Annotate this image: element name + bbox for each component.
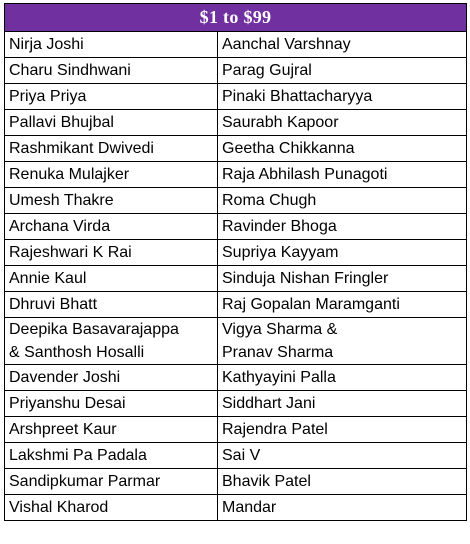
name-cell-right: Siddhart Jani xyxy=(218,391,467,417)
table-row xyxy=(5,365,467,391)
table-row xyxy=(5,391,467,417)
name-cell-left: Priya Priya xyxy=(5,84,218,110)
name-cell-right: Pinaki Bhattacharyya xyxy=(218,84,467,110)
table-row xyxy=(5,58,467,84)
name-cell-left: Pallavi Bhujbal xyxy=(5,110,218,136)
name-cell-right: Parag Gujral xyxy=(218,58,467,84)
name-cell-right xyxy=(218,318,467,365)
header-row xyxy=(5,4,467,32)
name-cell-left: Archana Virda xyxy=(5,214,218,240)
name-cell-left: Nirja Joshi xyxy=(5,32,218,58)
table-row xyxy=(5,240,467,266)
name-cell-left: Rashmikant Dwivedi xyxy=(5,136,218,162)
name-cell-left: Vishal Kharod xyxy=(5,495,218,521)
name-line: Vigya Sharma & xyxy=(222,321,338,338)
name-cell-right: Raj Gopalan Maramganti xyxy=(218,292,467,318)
name-cell-left xyxy=(5,318,218,365)
name-cell-left: Sandipkumar Parmar xyxy=(5,469,218,495)
name-cell-right: Ravinder Bhoga xyxy=(218,214,467,240)
name-line: Deepika Basavarajappa xyxy=(9,321,179,338)
name-cell-left: Renuka Mulajker xyxy=(5,162,218,188)
name-cell-left: Umesh Thakre xyxy=(5,188,218,214)
table-row xyxy=(5,136,467,162)
table-row xyxy=(5,214,467,240)
table-row xyxy=(5,266,467,292)
name-cell-right: Sinduja Nishan Fringler xyxy=(218,266,467,292)
name-cell-right: Sai V xyxy=(218,443,467,469)
name-cell-right: Saurabh Kapoor xyxy=(218,110,467,136)
donor-table xyxy=(4,3,467,521)
name-cell-right: Geetha Chikkanna xyxy=(218,136,467,162)
name-cell-left: Dhruvi Bhatt xyxy=(5,292,218,318)
table-row xyxy=(5,469,467,495)
table-row xyxy=(5,495,467,521)
name-cell-left: Davender Joshi xyxy=(5,365,218,391)
name-cell-left: Charu Sindhwani xyxy=(5,58,218,84)
table-row xyxy=(5,32,467,58)
name-line: & Santhosh Hosalli xyxy=(9,344,145,361)
table-row xyxy=(5,188,467,214)
name-cell-right: Mandar xyxy=(218,495,467,521)
name-line: Pranav Sharma xyxy=(222,344,334,361)
table-row xyxy=(5,292,467,318)
table-row xyxy=(5,417,467,443)
table-row xyxy=(5,443,467,469)
table-row xyxy=(5,84,467,110)
name-cell-right: Roma Chugh xyxy=(218,188,467,214)
table-header: $1 to $99 xyxy=(5,4,467,32)
name-cell-left: Annie Kaul xyxy=(5,266,218,292)
table-row xyxy=(5,162,467,188)
name-cell-right: Bhavik Patel xyxy=(218,469,467,495)
table-row xyxy=(5,318,467,365)
name-cell-left: Lakshmi Pa Padala xyxy=(5,443,218,469)
name-cell-right: Aanchal Varshnay xyxy=(218,32,467,58)
table-row xyxy=(5,110,467,136)
name-cell-left: Priyanshu Desai xyxy=(5,391,218,417)
table-body xyxy=(5,32,467,521)
name-cell-right: Supriya Kayyam xyxy=(218,240,467,266)
name-cell-left: Rajeshwari K Rai xyxy=(5,240,218,266)
name-cell-left: Arshpreet Kaur xyxy=(5,417,218,443)
name-cell-right: Rajendra Patel xyxy=(218,417,467,443)
name-cell-right: Kathyayini Palla xyxy=(218,365,467,391)
name-cell-right: Raja Abhilash Punagoti xyxy=(218,162,467,188)
